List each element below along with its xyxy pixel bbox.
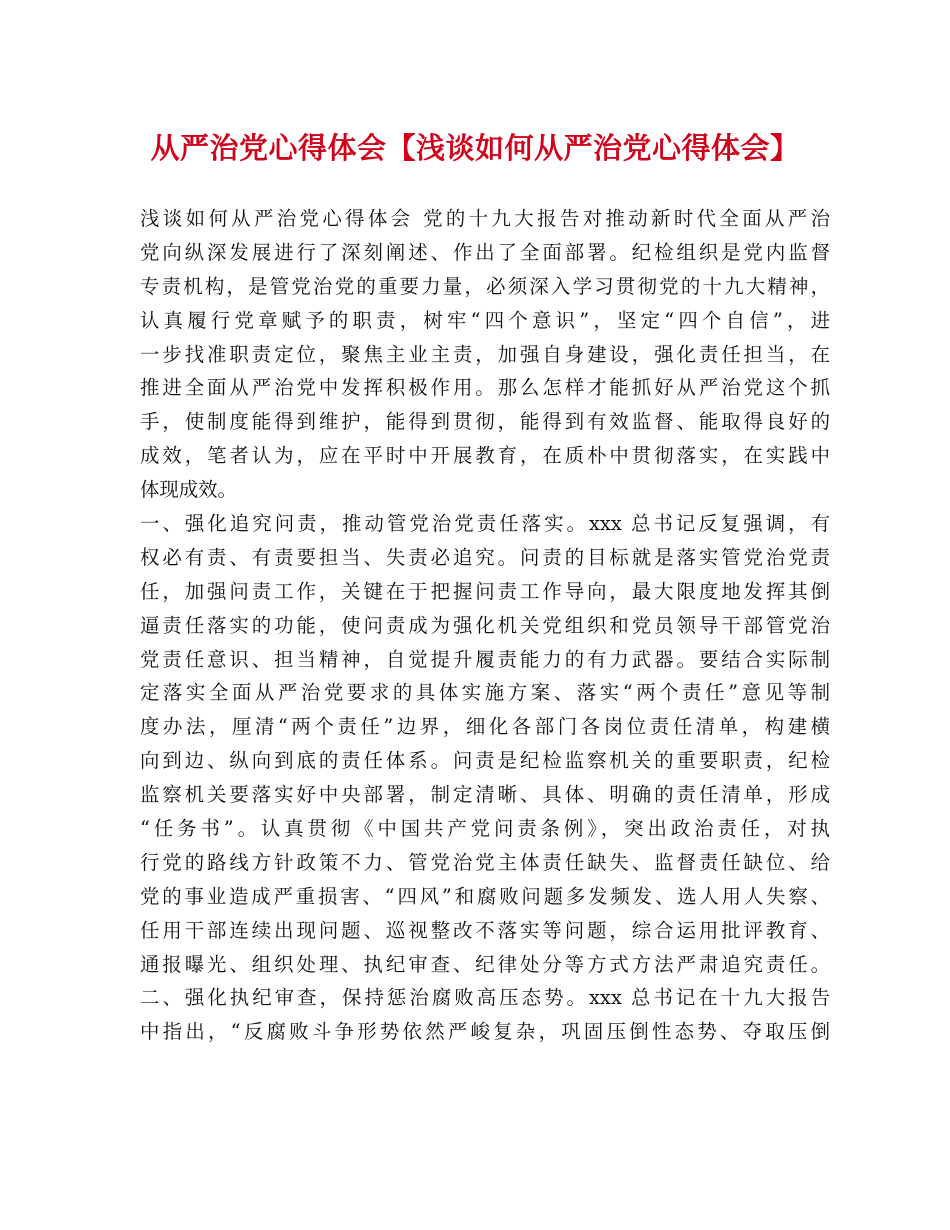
- body-line: 党责任意识、担当精神，自觉提升履责能力的有力武器。要结合实际制: [140, 647, 830, 671]
- body-line: 行党的路线方针政策不力、管党治党主体责任缺失、监督责任缺位、给: [140, 850, 830, 874]
- body-line: 二、强化执纪审查，保持惩治腐败高压态势。xxx 总书记在十九大报告: [140, 986, 830, 1010]
- body-line: 中指出，“反腐败斗争形势依然严峻复杂，巩固压倒性态势、夺取压倒: [140, 1020, 830, 1044]
- body-line: 认真履行党章赋予的职责，树牢“四个意识”，坚定“四个自信”，进: [140, 308, 830, 332]
- body-line: 推进全面从严治党中发挥积极作用。那么怎样才能抓好从严治党这个抓: [140, 376, 830, 400]
- body-line: 通报曝光、组织处理、执纪审查、纪律处分等方式方法严肃追究责任。: [140, 952, 830, 976]
- body-line: 党向纵深发展进行了深刻阐述、作出了全面部署。纪检组织是党内监督: [140, 240, 830, 264]
- body-line: 党的事业造成严重损害、“四风”和腐败问题多发频发、选人用人失察、: [140, 884, 830, 908]
- document-title: 从严治党心得体会【浅谈如何从严治党心得体会】: [150, 131, 800, 165]
- body-line: 度办法，厘清“两个责任”边界，细化各部门各岗位责任清单，构建横: [140, 715, 830, 739]
- body-line: 定落实全面从严治党要求的具体实施方案、落实“两个责任”意见等制: [140, 681, 830, 705]
- body-line: 任，加强问责工作，关键在于把握问责工作导向，最大限度地发挥其倒: [140, 579, 830, 603]
- body-line: 向到边、纵向到底的责任体系。问责是纪检监察机关的重要职责，纪检: [140, 749, 830, 773]
- body-line: “任务书”。认真贯彻《中国共产党问责条例》，突出政治责任，对执: [140, 817, 830, 841]
- body-line: 任用干部连续出现问题、巡视整改不落实等问题，综合运用批评教育、: [140, 918, 830, 942]
- body-line: 手，使制度能得到维护，能得到贯彻，能得到有效监督、能取得良好的: [140, 410, 830, 434]
- document-body: [140, 202, 830, 1049]
- body-line: 监察机关要落实好中央部署，制定清晰、具体、明确的责任清单，形成: [140, 783, 830, 807]
- body-line: 一步找准职责定位，聚焦主业主责，加强自身建设，强化责任担当，在: [140, 342, 830, 366]
- body-line: 体现成效。: [140, 478, 237, 502]
- body-line: 成效，笔者认为，应在平时中开展教育，在质朴中贯彻落实，在实践中: [140, 444, 830, 468]
- body-line: 专责机构，是管党治党的重要力量，必须深入学习贯彻党的十九大精神，: [140, 274, 830, 298]
- body-line: 一、强化追究问责，推动管党治党责任落实。xxx 总书记反复强调，有: [140, 512, 830, 536]
- body-line: 逼责任落实的功能，使问责成为强化机关党组织和党员领导干部管党治: [140, 613, 830, 637]
- body-line: 权必有责、有责要担当、失责必追究。问责的目标就是落实管党治党责: [140, 545, 830, 569]
- body-line: 浅谈如何从严治党心得体会 党的十九大报告对推动新时代全面从严治: [140, 207, 830, 230]
